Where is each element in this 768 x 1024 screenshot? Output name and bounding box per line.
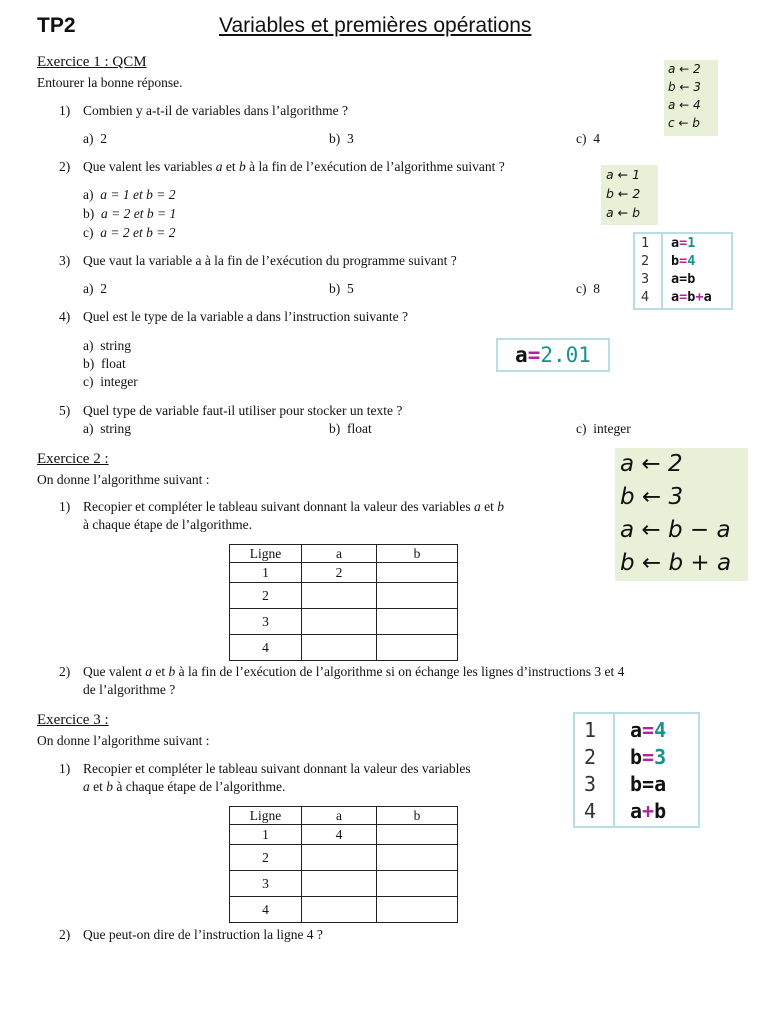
ex3-th-b: b bbox=[377, 807, 458, 825]
code3-lines bbox=[671, 234, 712, 306]
q1-number: 1) bbox=[59, 103, 71, 118]
q4-option-a[interactable]: a) string bbox=[83, 338, 132, 353]
ex2-q2-number: 2) bbox=[59, 664, 71, 679]
ex3-cell-ligne: 3 bbox=[230, 871, 302, 897]
code3-line-4: a=b+a bbox=[671, 289, 712, 305]
algo2-box bbox=[601, 165, 658, 225]
ex3-l1-var: a bbox=[630, 718, 643, 742]
table-row bbox=[230, 897, 458, 923]
ex3-cell-ligne: 2 bbox=[230, 845, 302, 871]
ex2-algo-line-1: a ← 2 bbox=[620, 451, 683, 477]
code3-line-1: a=1 bbox=[671, 235, 696, 251]
q5-option-c-value: integer bbox=[593, 421, 631, 436]
ex2-cell-a[interactable] bbox=[302, 609, 377, 635]
ex2-cell-b[interactable] bbox=[377, 635, 458, 661]
algo2-line-3: a ← b bbox=[606, 205, 641, 220]
ex3-q1-mid: et bbox=[89, 779, 107, 794]
ex3-cell-b[interactable] bbox=[377, 871, 458, 897]
ex3-th-a: a bbox=[302, 807, 377, 825]
ex2-cell-a[interactable]: 2 bbox=[302, 563, 377, 583]
ex2-q2-var-b: b bbox=[168, 664, 176, 679]
code3-line-3: a=b bbox=[671, 271, 696, 287]
q2-option-c[interactable]: c) a = 2 et b = 2 bbox=[83, 225, 176, 240]
ex2-algo-box bbox=[615, 448, 748, 581]
ex3-q1-line2 bbox=[83, 779, 285, 795]
ex3-code-ln-1: 1 bbox=[584, 718, 597, 742]
code4-var: a bbox=[515, 343, 528, 367]
q2-text-pre: Que valent les variables bbox=[83, 159, 216, 174]
algo1-line-3: a ← 4 bbox=[668, 98, 701, 112]
q2-number: 2) bbox=[59, 159, 71, 174]
ex3-cell-ligne: 4 bbox=[230, 897, 302, 923]
code3-l2-val: 4 bbox=[687, 253, 696, 269]
ex3-cell-ligne: 1 bbox=[230, 825, 302, 845]
ex2-cell-ligne: 1 bbox=[230, 563, 302, 583]
ex3-code-ln-2: 2 bbox=[584, 745, 597, 769]
q3-option-a[interactable]: a) 2 bbox=[83, 281, 107, 296]
ex2-cell-b[interactable] bbox=[377, 583, 458, 609]
ex3-code-line-1: a=4 bbox=[630, 718, 667, 742]
q4-option-b[interactable]: b) float bbox=[83, 356, 126, 371]
ex2-cell-b[interactable] bbox=[377, 563, 458, 583]
ex3-q1-line2-post: à chaque étape de l’algorithme. bbox=[113, 779, 286, 794]
table-row bbox=[230, 635, 458, 661]
q3-option-c-value: 8 bbox=[593, 281, 600, 296]
q5-option-a[interactable]: a) string bbox=[83, 421, 132, 436]
q5-option-b[interactable]: b) float bbox=[329, 421, 372, 436]
ex3-cell-a[interactable] bbox=[302, 845, 377, 871]
ex2-q2-line1 bbox=[83, 664, 624, 680]
q3-option-b-value: 5 bbox=[347, 281, 354, 296]
ex2-q2-t1: Que valent bbox=[83, 664, 146, 679]
code3-l4-a: a bbox=[671, 289, 680, 305]
table-row bbox=[230, 825, 458, 845]
ex3-q1-var-b: b bbox=[106, 779, 113, 794]
algo1-line-4: c ← b bbox=[668, 116, 700, 130]
q1-option-c[interactable]: c) 4 bbox=[576, 131, 600, 146]
ex3-code-line-numbers bbox=[584, 717, 596, 825]
q5-option-c[interactable]: c) integer bbox=[576, 421, 631, 436]
ex2-cell-ligne: 2 bbox=[230, 583, 302, 609]
ex2-title: Exercice 2 : bbox=[37, 451, 109, 467]
ex3-code-line-2: b=3 bbox=[630, 745, 667, 769]
q2-option-c-value: a = 2 et b = 2 bbox=[100, 225, 176, 240]
q1-option-b-value: 3 bbox=[347, 131, 354, 146]
q2-text-post: à la fin de l’exécution de l’algorithme suivant ? bbox=[245, 159, 505, 174]
q3-option-a-value: 2 bbox=[100, 281, 107, 296]
table-row bbox=[230, 583, 458, 609]
q3-number: 3) bbox=[59, 253, 71, 268]
q1-option-c-value: 4 bbox=[593, 131, 600, 146]
ex3-cell-b[interactable] bbox=[377, 825, 458, 845]
ex2-intro: On donne l’algorithme suivant : bbox=[37, 472, 210, 487]
q4-number: 4) bbox=[59, 309, 71, 324]
q5-option-b-value: float bbox=[347, 421, 372, 436]
ex2-cell-ligne: 3 bbox=[230, 609, 302, 635]
table-row bbox=[230, 871, 458, 897]
ex2-q2-t3: à la fin de l’exécution de l’algorithme si on échange les lignes d’instructions 3 et 4 bbox=[175, 664, 625, 679]
ex2-q2-var-a: a bbox=[145, 664, 152, 679]
q3-text: Que vaut la variable a à la fin de l’exécution du programme suivant ? bbox=[83, 253, 457, 268]
ex2-q1-line2: à chaque étape de l’algorithme. bbox=[83, 517, 253, 532]
code3-ln-1: 1 bbox=[641, 235, 650, 251]
code3-ln-3: 3 bbox=[641, 271, 650, 287]
ex2-th-b: b bbox=[377, 545, 458, 563]
ex2-cell-a[interactable] bbox=[302, 583, 377, 609]
ex3-l2-val: 3 bbox=[654, 745, 667, 769]
code3-line-numbers bbox=[641, 234, 649, 306]
q2-text-mid: et bbox=[222, 159, 239, 174]
ex2-algo-line-4: b ← b + a bbox=[620, 550, 732, 576]
ex3-cell-a[interactable] bbox=[302, 897, 377, 923]
ex2-q1-number: 1) bbox=[59, 499, 71, 514]
q3-option-b[interactable]: b) 5 bbox=[329, 281, 354, 296]
ex3-cell-b[interactable] bbox=[377, 845, 458, 871]
algo1-line-1: a ← 2 bbox=[668, 62, 701, 76]
ex2-cell-b[interactable] bbox=[377, 609, 458, 635]
ex3-th-ligne: Ligne bbox=[230, 807, 302, 825]
code3-l1-val: 1 bbox=[687, 235, 696, 251]
ex2-th-ligne: Ligne bbox=[230, 545, 302, 563]
q4-text: Quel est le type de la variable a dans l’instruction suivante ? bbox=[83, 309, 409, 324]
ex3-code-lines bbox=[630, 717, 666, 825]
ex2-q2-t2: et bbox=[151, 664, 169, 679]
q4-option-a-value: string bbox=[100, 338, 132, 353]
code3-ln-4: 4 bbox=[641, 289, 650, 305]
algo1-box bbox=[664, 60, 718, 136]
ex3-table bbox=[229, 806, 458, 923]
q2-option-b-value: a = 2 et b = 1 bbox=[101, 206, 177, 221]
algo2-line-1: a ← 1 bbox=[606, 167, 641, 182]
ex3-q1-number: 1) bbox=[59, 761, 71, 776]
ex3-code-ln-3: 3 bbox=[584, 772, 597, 796]
ex3-code-line-3: b=a bbox=[630, 772, 667, 796]
ex3-q2-text: Que peut-on dire de l’instruction la ligne 4 ? bbox=[83, 927, 323, 942]
ex3-l4-a: a bbox=[630, 799, 643, 823]
q5-number: 5) bbox=[59, 403, 71, 418]
q2-var-a: a bbox=[215, 159, 223, 174]
ex2-q2-line2: de l’algorithme ? bbox=[83, 682, 176, 697]
q4-option-c-value: integer bbox=[100, 374, 138, 389]
ex2-table-header bbox=[230, 545, 458, 563]
q2-option-b[interactable]: b) a = 2 et b = 1 bbox=[83, 206, 177, 221]
ex2-algo-line-3: a ← b − a bbox=[620, 517, 731, 543]
ex3-l4-b: b bbox=[654, 799, 667, 823]
ex2-th-a: a bbox=[302, 545, 377, 563]
page-title: Variables et premières opérations bbox=[219, 14, 532, 37]
q4-option-c[interactable]: c) integer bbox=[83, 374, 138, 389]
ex3-code-box bbox=[573, 712, 700, 828]
ex3-cell-a[interactable] bbox=[302, 871, 377, 897]
code4-op: = bbox=[527, 343, 541, 367]
ex2-q1-mid: et bbox=[480, 499, 498, 514]
q2-text bbox=[83, 159, 505, 175]
q1-text: Combien y a-t-il de variables dans l’algorithme ? bbox=[83, 103, 349, 118]
code-box-q3 bbox=[633, 232, 733, 310]
q5-text: Quel type de variable faut-il utiliser pour stocker un texte ? bbox=[83, 403, 403, 418]
ex2-cell-ligne: 4 bbox=[230, 635, 302, 661]
ex3-code-line-4: a+b bbox=[630, 799, 667, 823]
ex3-table-header bbox=[230, 807, 458, 825]
code3-l1-var: a bbox=[671, 235, 680, 251]
ex3-l1-val: 4 bbox=[654, 718, 667, 742]
code4-val: 2.01 bbox=[540, 343, 591, 367]
q1-option-a[interactable]: a) 2 bbox=[83, 131, 107, 146]
code3-l2-var: b bbox=[671, 253, 680, 269]
q4-option-b-value: float bbox=[101, 356, 126, 371]
q1-option-a-value: 2 bbox=[100, 131, 107, 146]
q2-var-b: b bbox=[238, 159, 246, 174]
ex3-q1-var-a: a bbox=[83, 779, 90, 794]
ex3-q2-number: 2) bbox=[59, 927, 71, 942]
ex1-instruction: Entourer la bonne réponse. bbox=[37, 75, 183, 90]
ex2-q1-var-b: b bbox=[497, 499, 504, 514]
ex2-cell-a[interactable] bbox=[302, 635, 377, 661]
table-row bbox=[230, 845, 458, 871]
algo1-line-2: b ← 3 bbox=[668, 80, 701, 94]
ex2-algo-line-2: b ← 3 bbox=[620, 484, 684, 510]
ex3-q1-line1: Recopier et compléter le tableau suivant donnant la valeur des variables bbox=[83, 761, 471, 776]
code3-ln-2: 2 bbox=[641, 253, 650, 269]
ex3-cell-b[interactable] bbox=[377, 897, 458, 923]
code-box-q4 bbox=[496, 338, 610, 372]
code3-l4-b: b bbox=[687, 289, 696, 305]
ex2-q1-line1 bbox=[83, 499, 504, 515]
ex3-cell-a[interactable]: 4 bbox=[302, 825, 377, 845]
ex3-code-ln-4: 4 bbox=[584, 799, 597, 823]
ex3-intro: On donne l’algorithme suivant : bbox=[37, 733, 210, 748]
q1-option-b[interactable]: b) 3 bbox=[329, 131, 354, 146]
q3-option-c[interactable]: c) 8 bbox=[576, 281, 600, 296]
q2-option-a-value: a = 1 et b = 2 bbox=[100, 187, 176, 202]
code3-line-2: b=4 bbox=[671, 253, 696, 269]
ex2-q1-var-a: a bbox=[473, 499, 481, 514]
q5-option-a-value: string bbox=[100, 421, 132, 436]
q2-option-a[interactable]: a) a = 1 et b = 2 bbox=[83, 187, 176, 202]
table-row bbox=[230, 609, 458, 635]
ex3-l2-var: b bbox=[630, 745, 643, 769]
table-row bbox=[230, 563, 458, 583]
tp-label: TP2 bbox=[37, 14, 76, 37]
ex3-title: Exercice 3 : bbox=[37, 712, 109, 728]
algo2-line-2: b ← 2 bbox=[606, 186, 641, 201]
ex2-q1-line1-pre: Recopier et compléter le tableau suivant donnant la valeur des variables bbox=[83, 499, 474, 514]
ex1-title: Exercice 1 : QCM bbox=[37, 54, 147, 70]
code3-l4-c: a bbox=[703, 289, 712, 305]
ex2-table bbox=[229, 544, 458, 661]
